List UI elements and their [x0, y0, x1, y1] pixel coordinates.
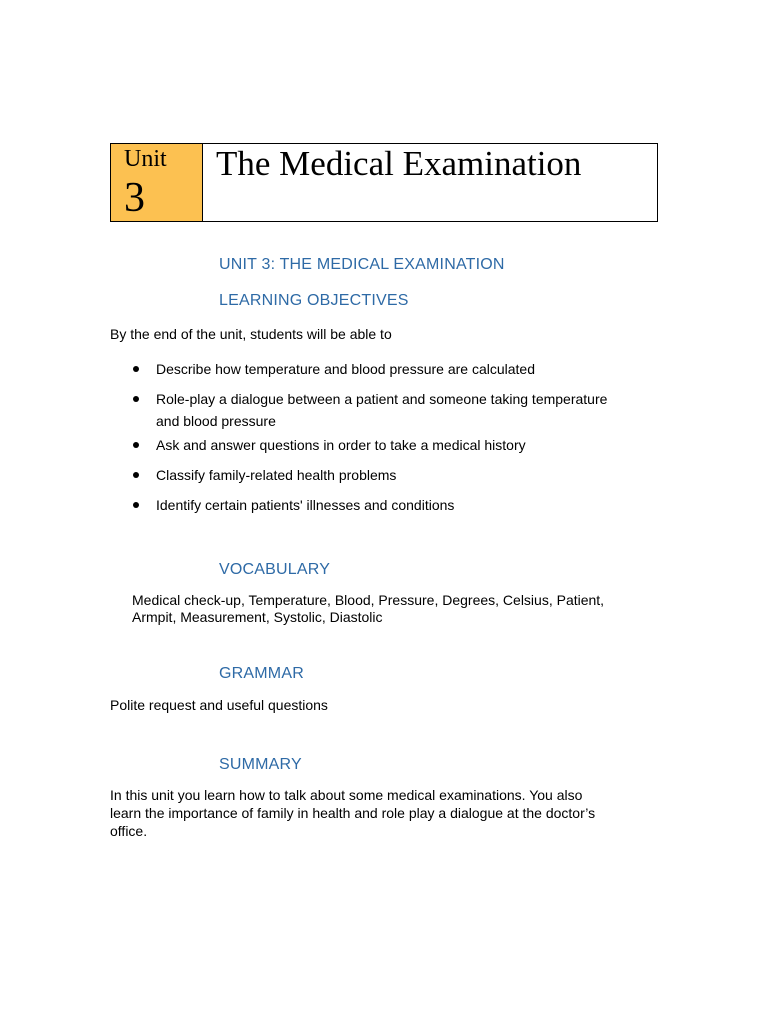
summary-heading: SUMMARY — [219, 756, 302, 773]
unit-number: 3 — [124, 175, 145, 221]
unit-header-box — [110, 143, 658, 222]
summary-line-2: learn the importance of family in health and role play a dialogue at the doctor’s — [110, 805, 596, 821]
vocabulary-line-1: Medical check-up, Temperature, Blood, Pressure, Degrees, Celsius, Patient, — [132, 592, 605, 608]
objective-item — [130, 388, 626, 432]
vocabulary-heading: VOCABULARY — [219, 561, 331, 578]
bullet-icon — [133, 502, 139, 508]
learning-objectives-heading: LEARNING OBJECTIVES — [219, 292, 409, 309]
unit-label: Unit — [124, 146, 167, 172]
objective-item — [130, 434, 626, 456]
bullet-icon — [133, 472, 139, 478]
summary-line-1: In this unit you learn how to talk about some medical examinations. You also — [110, 787, 583, 803]
objectives-intro: By the end of the unit, students will be able to — [110, 326, 392, 342]
objective-item — [130, 358, 626, 380]
objective-item — [130, 494, 626, 516]
objective-text: Classify family-related health problems — [156, 467, 397, 483]
summary-line-3: office. — [110, 823, 148, 839]
objective-text: Describe how temperature and blood pressure are calculated — [156, 361, 535, 377]
objective-text: Ask and answer questions in order to take a medical history — [156, 437, 526, 453]
objective-text: Role-play a dialogue between a patient and someone taking temperature and blood pressure — [156, 391, 608, 429]
objective-item — [130, 464, 626, 486]
grammar-heading: GRAMMAR — [219, 665, 304, 682]
bullet-icon — [133, 366, 139, 372]
objective-text: Identify certain patients' illnesses and conditions — [156, 497, 455, 513]
vocabulary-line-2: Armpit, Measurement, Systolic, Diastolic — [132, 609, 383, 625]
unit-title: The Medical Examination — [216, 144, 582, 183]
objectives-list — [130, 358, 626, 516]
unit-badge — [111, 144, 203, 221]
grammar-text: Polite request and useful questions — [110, 697, 328, 713]
bullet-icon — [133, 396, 139, 402]
unit-heading: UNIT 3: THE MEDICAL EXAMINATION — [219, 256, 505, 273]
bullet-icon — [133, 442, 139, 448]
